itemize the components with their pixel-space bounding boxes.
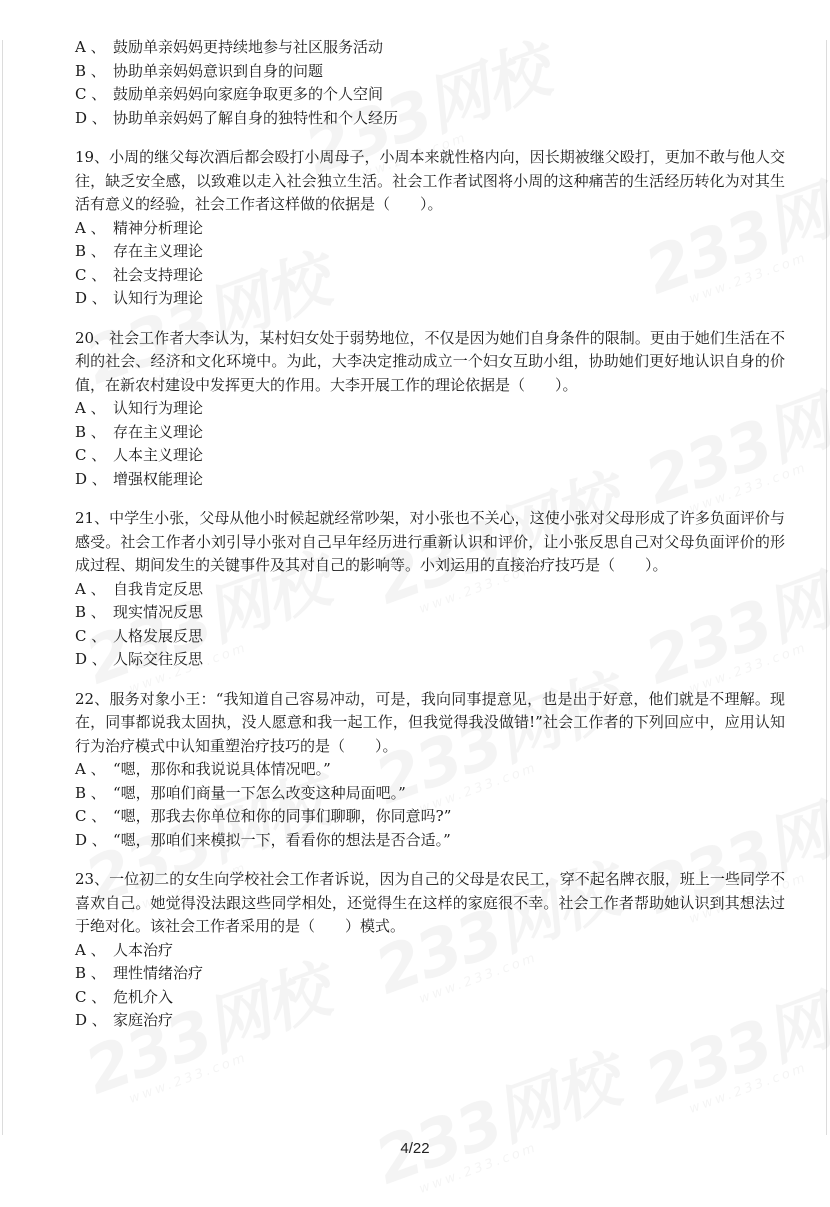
question-19 [75, 146, 785, 311]
option-d: D 、 家庭治疗 [75, 1011, 174, 1029]
option-d: D 、 “嗯，那咱们来模拟一下，看看你的想法是否合适。” [75, 830, 451, 849]
option-c: C 、 “嗯，那我去你单位和你的同事们聊聊，你同意吗?” [75, 807, 452, 825]
question-21 [75, 507, 785, 672]
option-b: B 、 协助单亲妈妈意识到自身的问题 [75, 61, 324, 80]
page-number: 4/22 [400, 1140, 430, 1157]
page-edge-right [826, 40, 827, 1135]
question-stem: 21、中学生小张，父母从他小时候起就经常吵架，对小张也不关心，这使小张对父母形成了许多负面评价与感受。社会工作者小刘引导小张对自己早年经历进行重新认识和评价，让小张反思自己对父母负面评价的形成过程、期间发生的关键事件及其对自己的影响等。小刘运用的直接治疗技巧是（ ）。 [75, 509, 785, 574]
option-d: D 、 协助单亲妈妈了解自身的独特性和个人经历 [75, 108, 399, 127]
question-stem: 22、服务对象小王：“我知道自己容易冲动，可是，我向同事提意见，也是出于好意，他们就是不理解。现在，同事都说我太固执，没人愿意和我一起工作，但我觉得我没做错!”社会工作者的下列回应中，应用认知行为治疗模式中认知重塑治疗技巧的是（ ）。 [75, 689, 785, 755]
option-c: C 、 人格发展反思 [75, 626, 204, 645]
option-b: B 、 “嗯，那咱们商量一下怎么改变这种局面吧。” [75, 783, 406, 802]
page-edge-left [2, 40, 3, 1135]
option-b: B 、 理性情绪治疗 [75, 964, 204, 982]
question-20 [75, 327, 785, 492]
question-stem: 23、一位初二的女生向学校社会工作者诉说，因为自己的父母是农民工，穿不起名牌衣服，班上一些同学不喜欢自己。她觉得没法跟这些同学相处，还觉得生在这样的家庭很不幸。社会工作者帮助她认识到其想法过于绝对化。该社会工作者采用的是（ ）模式。 [75, 870, 785, 935]
option-d: D 、 增强权能理论 [75, 469, 204, 488]
option-a: A 、 精神分析理论 [75, 218, 204, 237]
option-c: C 、 危机介入 [75, 987, 174, 1006]
option-c: C 、 鼓励单亲妈妈向家庭争取更多的个人空间 [75, 85, 384, 103]
option-a: A 、 鼓励单亲妈妈更持续地参与社区服务活动 [75, 38, 384, 56]
option-a: A 、 人本治疗 [75, 940, 174, 959]
question-stem: 19、小周的继父每次酒后都会殴打小周母子，小周本来就性格内向，因长期被继父殴打，更加不敢与他人交往，缺乏安全感，以致难以走入社会独立生活。社会工作者试图将小周的这种痛苦的生活经历转化为对其生活有意义的经验，社会工作者这样做的依据是（ ）。 [75, 148, 785, 213]
option-a: A 、 “嗯，那你和我说说具体情况吧。” [75, 760, 331, 778]
watermark [361, 1030, 631, 1207]
option-a: A 、 认知行为理论 [75, 399, 204, 417]
question-23 [75, 868, 785, 1033]
option-a: A 、 自我肯定反思 [75, 579, 204, 598]
option-b: B 、 存在主义理论 [75, 242, 204, 260]
option-d: D 、 人际交往反思 [75, 650, 204, 668]
option-c: C 、 社会支持理论 [75, 265, 204, 284]
prev-question-options [75, 36, 785, 130]
option-c: C 、 人本主义理论 [75, 446, 204, 464]
question-22 [75, 688, 785, 853]
option-d: D 、 认知行为理论 [75, 289, 204, 307]
question-stem: 20、社会工作者大李认为，某村妇女处于弱势地位，不仅是因为她们自身条件的限制。更由于她们生活在不利的社会、经济和文化环境中。为此，大李决定推动成立一个妇女互助小组，协助她们更好地认识自身的价值，在新农村建设中发挥更大的作用。大李开展工作的理论依据是（ ）。 [75, 328, 785, 394]
document-body [75, 36, 785, 1033]
option-b: B 、 存在主义理论 [75, 422, 204, 441]
option-b: B 、 现实情况反思 [75, 603, 204, 621]
